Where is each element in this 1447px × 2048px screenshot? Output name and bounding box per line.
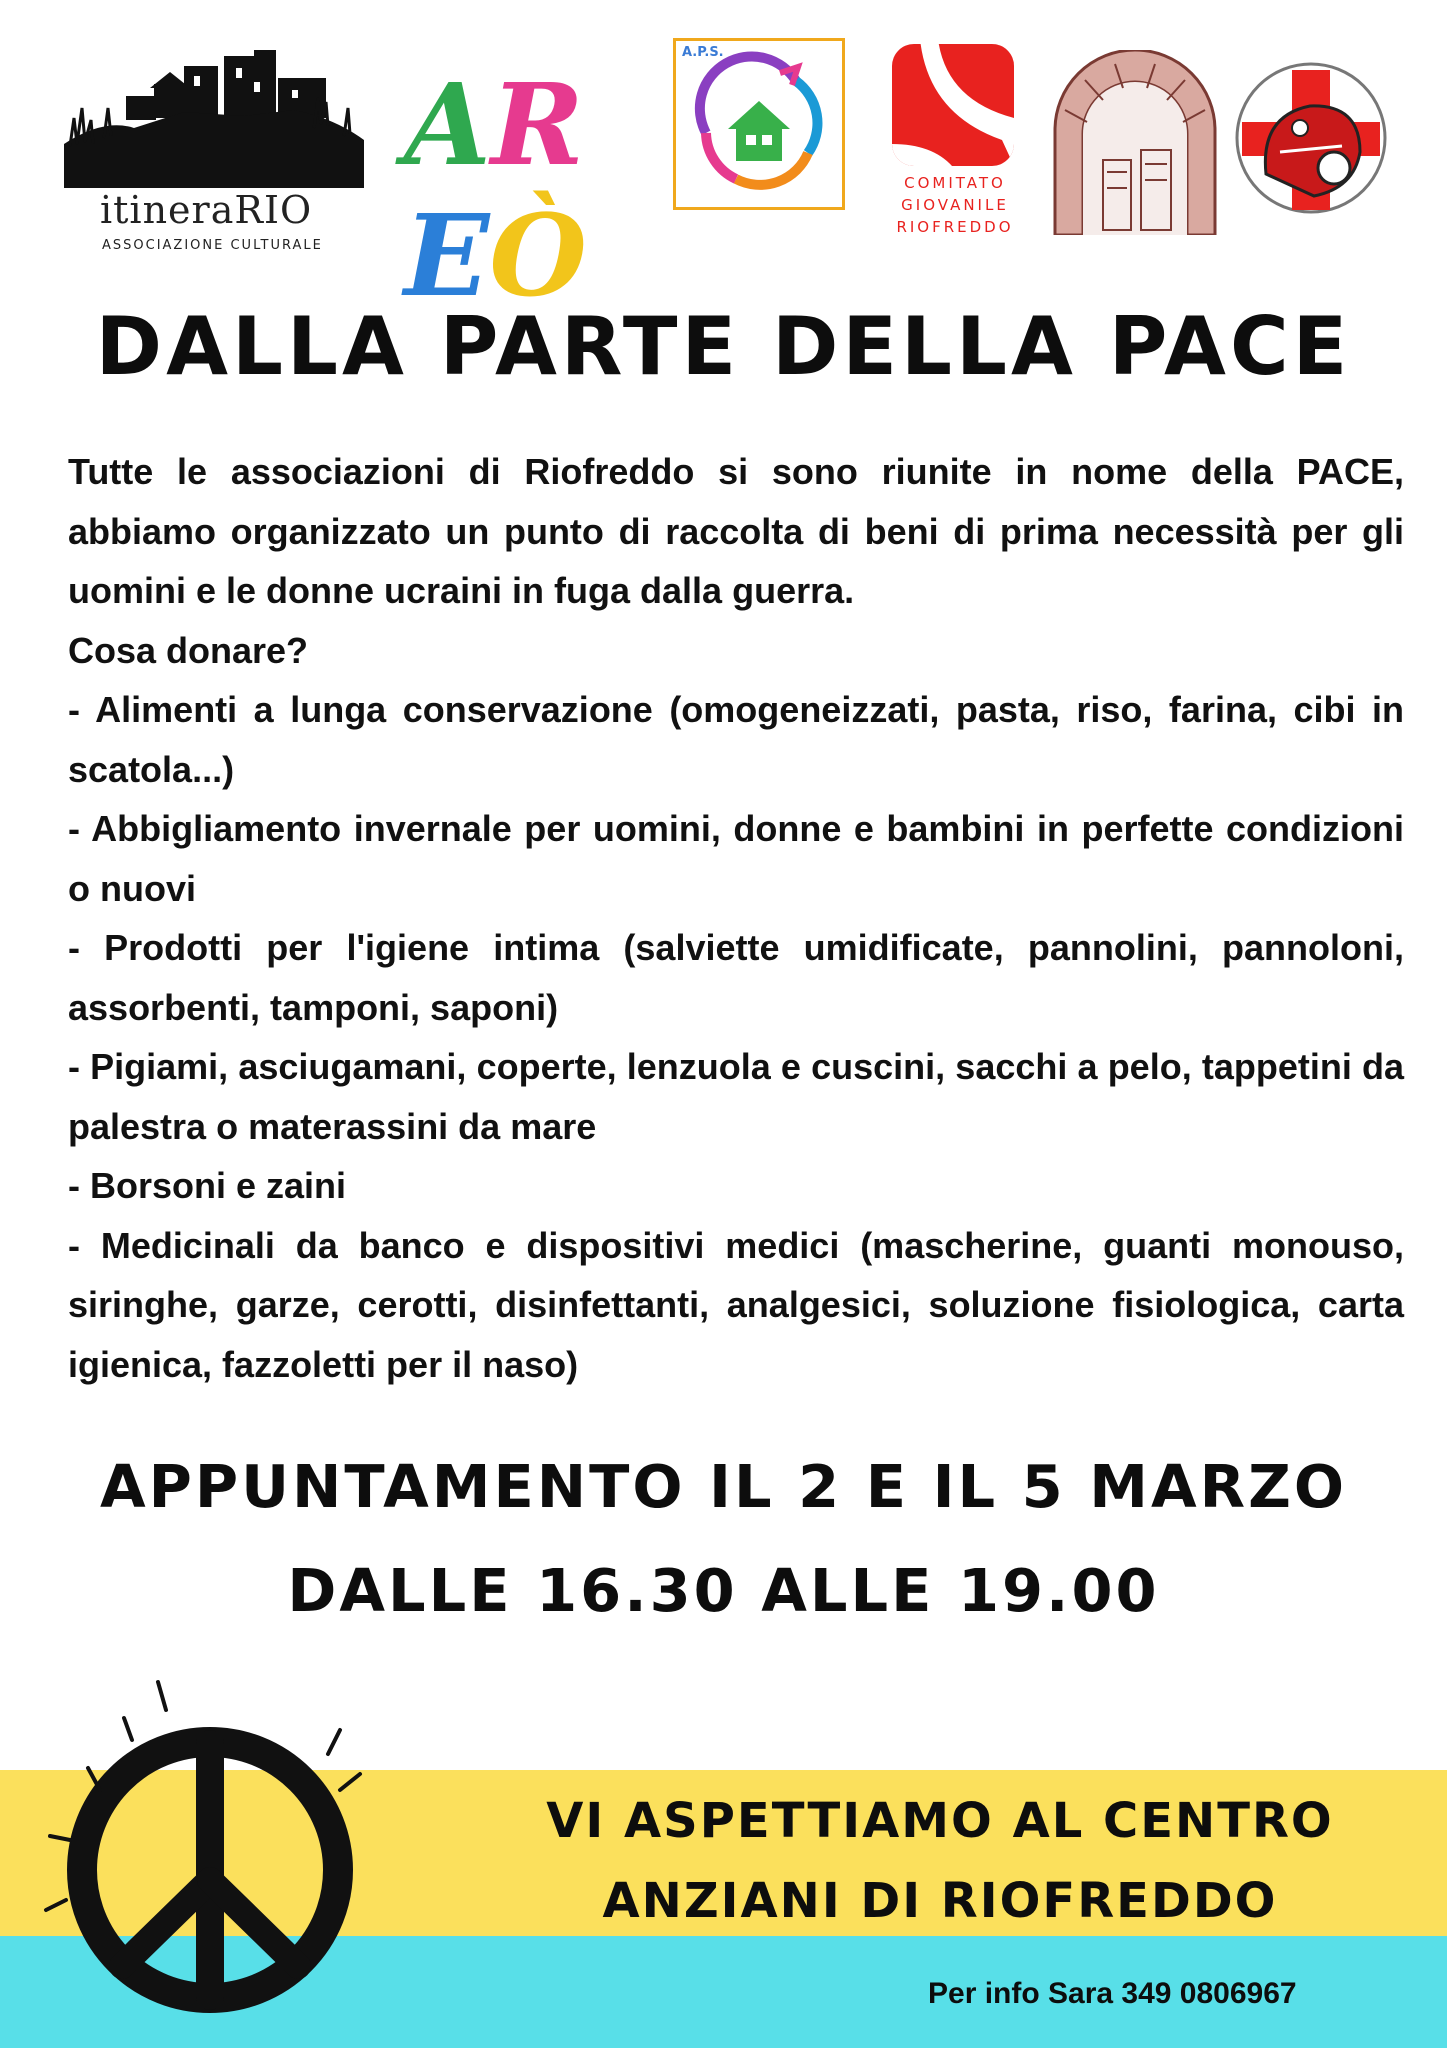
itinerario-name: itineraRIO [100, 188, 313, 232]
areo-letter: E [404, 191, 490, 322]
areo-letter: A [404, 60, 491, 191]
areo-letter: Ò [489, 191, 587, 322]
itinerario-logo [64, 48, 364, 258]
footer-line-2: ANZIANI DI RIOFREDDO [602, 1873, 1278, 1929]
calcio-logo [1230, 56, 1392, 220]
appointment-time: DALLE 16.30 ALLE 19.00 [287, 1556, 1160, 1625]
body-text [68, 442, 1404, 1394]
question-line: Cosa donare? [68, 629, 309, 671]
comitato-line: COMITATO [904, 174, 1006, 192]
itinerario-subtitle: ASSOCIAZIONE CULTURALE [102, 238, 323, 253]
comitato-mark-icon [892, 44, 1014, 166]
areo-logo [404, 60, 654, 322]
comitato-line: RIOFREDDO [896, 218, 1014, 236]
peace-symbol-icon [40, 1670, 380, 2030]
areo-letter: R [490, 60, 584, 191]
intro-paragraph: Tutte le associazioni di Riofreddo si sono riunite in nome della PACE, abbiamo organizzato un punto di raccolta di beni di prima necessità per gli uomini e le donne ucraini in fuga dalla guerra. [68, 451, 1404, 611]
areo-wordmark [404, 60, 654, 322]
donation-item: - Medicinali da banco e dispositivi medici (mascherine, guanti monouso, siringhe, garze, cerotti, disinfettanti, analgesici, soluzione fisiologica, carta igienica, fazzoletti per il naso) [68, 1224, 1404, 1385]
appointment-date: APPUNTAMENTO IL 2 E IL 5 MARZO [99, 1452, 1348, 1521]
donation-item: - Abbigliamento invernale per uomini, donne e bambini in perfette condizioni o nuovi [68, 808, 1404, 909]
footer-line-1: VI ASPETTIAMO AL CENTRO [546, 1793, 1334, 1849]
contact-info: Per info Sara 349 0806967 [928, 1977, 1297, 2010]
village-silhouette-icon [64, 48, 364, 188]
house-globe-icon [676, 41, 842, 207]
arch-gate-logo [1045, 50, 1225, 235]
aps-label: A.P.S. [682, 45, 724, 60]
comitato-line: GIOVANILE [901, 196, 1009, 214]
comitato-logo [880, 40, 1030, 240]
donation-item: - Prodotti per l'igiene intima (salviette umidificate, pannolini, pannoloni, assorbenti, tamponi, saponi) [68, 927, 1404, 1028]
donation-item: - Borsoni e zaini [68, 1165, 347, 1206]
calcio-crest-icon [1230, 56, 1392, 220]
aps-logo [673, 38, 845, 210]
stone-arch-icon [1045, 50, 1225, 235]
donation-item: - Pigiami, asciugamani, coperte, lenzuola e cuscini, sacchi a pelo, tappetini da palestra o materassini da mare [68, 1046, 1404, 1147]
logo-strip [0, 0, 1447, 322]
donation-item: - Alimenti a lunga conservazione (omogeneizzati, pasta, riso, farina, cibi in scatola...) [68, 689, 1404, 790]
page-title: DALLA PARTE DELLA PACE [95, 300, 1352, 393]
